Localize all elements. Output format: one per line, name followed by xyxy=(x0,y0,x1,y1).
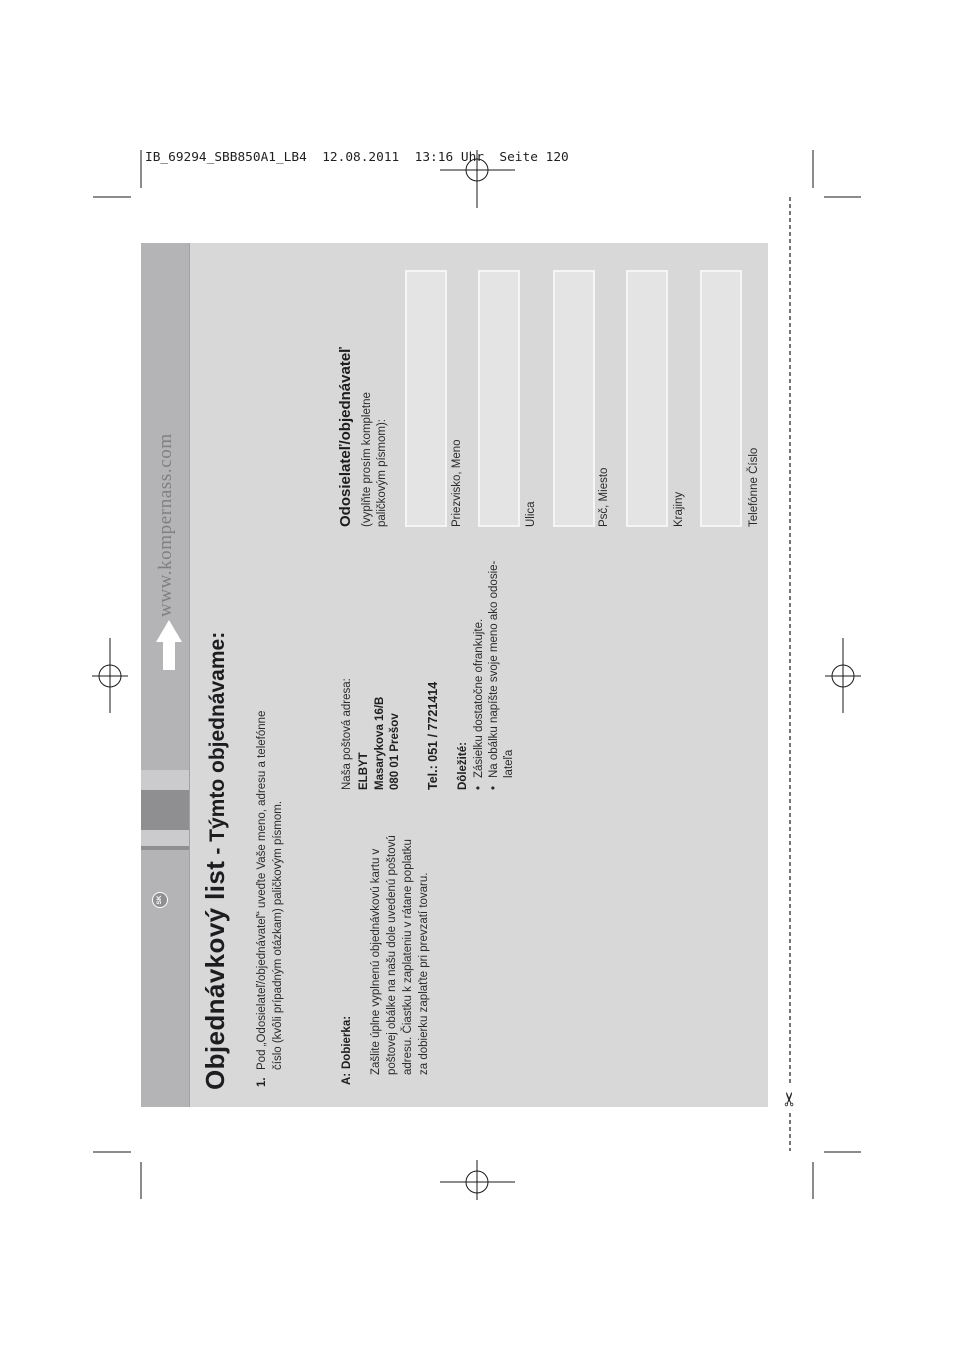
title-subtitle: - Týmto objednávame: xyxy=(206,631,229,855)
cod-text-line: Zašlite úplne vyplnenú objednávkovú kartu v xyxy=(370,848,382,1075)
cod-text-line: za dobierku zaplaťte pri prevzatí tovaru. xyxy=(418,872,430,1075)
cod-text-line: poštovej obálke na našu dole uvedenú poštovú xyxy=(386,835,398,1075)
sender-note-line: paličkovým písmom): xyxy=(376,419,388,527)
postal-address-line: 080 01 Prešov xyxy=(389,713,401,790)
important-heading: Dôležité: xyxy=(457,742,469,790)
cod-text-line: adresu. Čiastku k zaplateniu v rátane poplatku xyxy=(402,839,414,1075)
website-url: www.kompernass.com xyxy=(155,433,176,617)
bullet-marker: • xyxy=(488,785,500,790)
crop-mark-bottom-left xyxy=(93,1152,141,1199)
registration-mark-top xyxy=(440,150,515,208)
registration-mark-right xyxy=(825,638,861,713)
instruction-line: číslo (kvôli prípadným otázkam) paličkovým písmom. xyxy=(272,800,284,1070)
scissors-icon xyxy=(779,1088,801,1110)
instruction-line: Pod „Odosielateľ/objednávateľ“ uveďte Vaše meno, adresu a telefónne xyxy=(256,710,268,1070)
registration-mark-bottom xyxy=(440,1160,515,1200)
field-label-street: Ulica xyxy=(525,501,537,527)
postal-address-label: Naša poštová adresa: xyxy=(341,678,353,790)
field-label-zip-city: Psč, Miesto xyxy=(598,467,610,527)
cod-heading: Dobierka: xyxy=(341,1015,353,1069)
language-badge: SK xyxy=(152,892,168,908)
field-label-name: Priezvisko, Meno xyxy=(451,439,463,527)
bullet-marker: • xyxy=(473,785,485,790)
postal-phone: Tel.: 051 / 7721414 xyxy=(426,681,440,790)
important-item-continuation: lateľa xyxy=(503,749,515,778)
sender-heading: Odosielateľ/objednávateľ xyxy=(337,347,354,527)
crop-mark-bottom-right xyxy=(813,1152,861,1199)
important-item: Zásielku dostatočne ofrankujte. xyxy=(473,618,485,778)
print-slug: IB_69294_SBB850A1_LB4 12.08.2011 13:16 Uhr Seite 120 xyxy=(145,150,569,165)
postal-address-line: ELBYT xyxy=(358,752,370,790)
important-item: Na obálku napíšte svoje meno ako odosie- xyxy=(488,560,500,778)
title-main: Objednávkový list xyxy=(200,860,230,1090)
instruction-number: 1. xyxy=(256,1077,268,1087)
field-label-country: Krajiny xyxy=(673,491,685,527)
cod-label: A: xyxy=(341,1072,353,1085)
sender-note-line: (vyplňte prosím kompletne xyxy=(361,392,373,527)
registration-mark-left xyxy=(92,638,128,713)
field-label-phone: Telefónne Číslo xyxy=(748,447,760,527)
crop-mark-top-right xyxy=(813,150,861,197)
postal-address-line: Masarykova 16/B xyxy=(374,696,386,790)
crop-mark-top-left xyxy=(93,150,141,197)
